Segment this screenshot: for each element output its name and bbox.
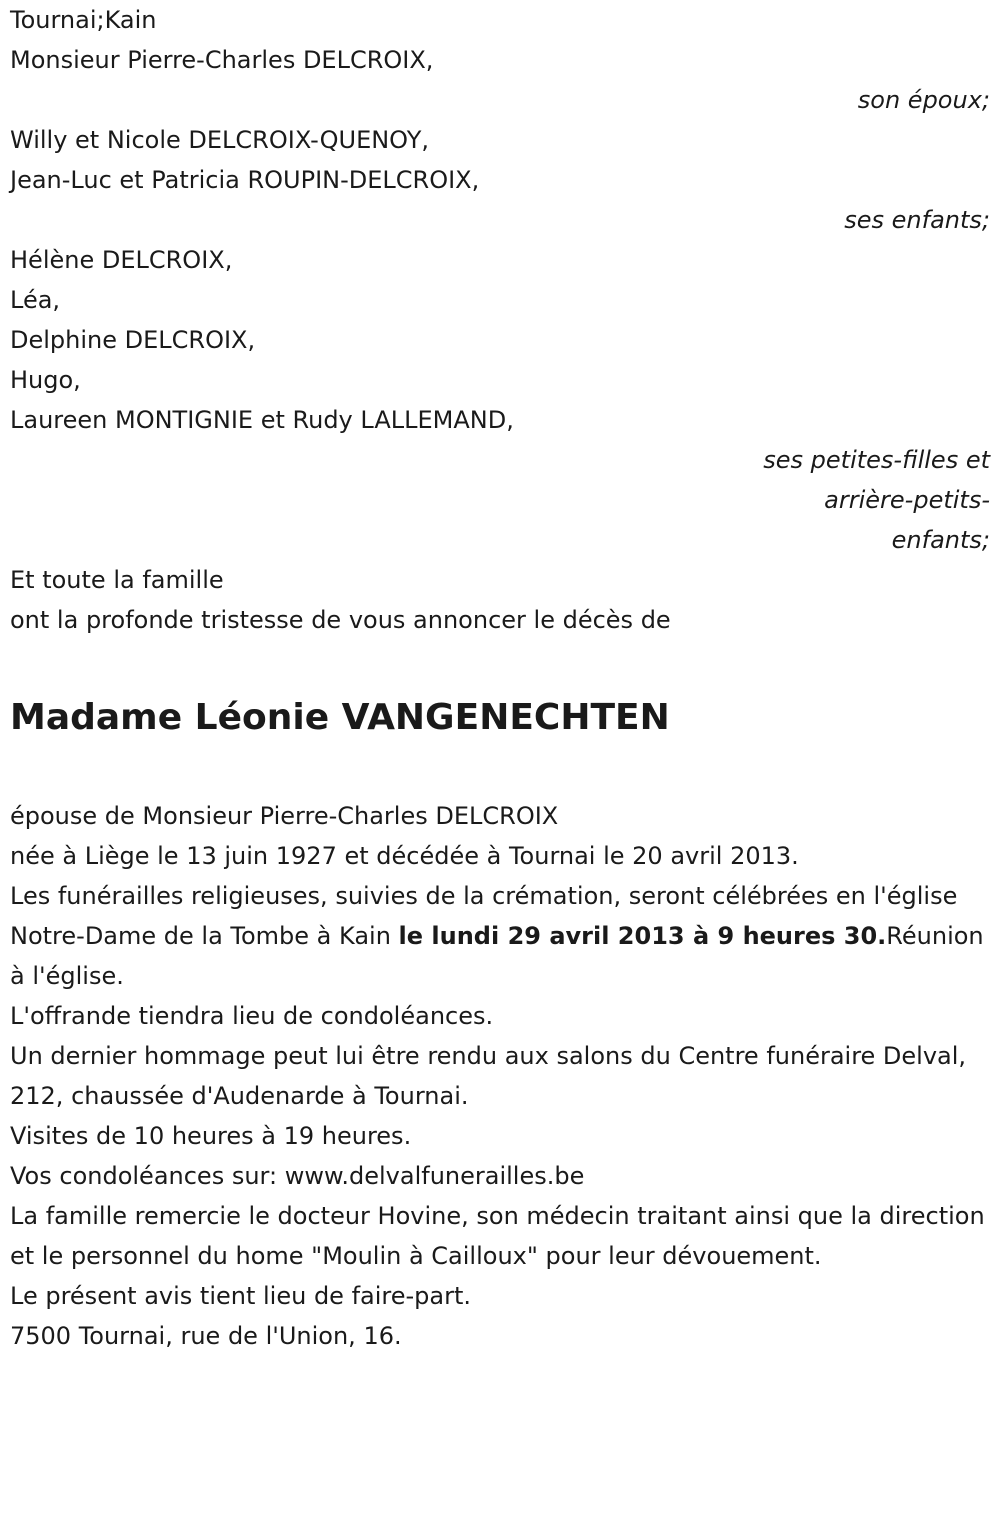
funeral-info (10, 876, 990, 996)
locality: Tournai;Kain (10, 6, 157, 34)
birth-death: née à Liège le 13 juin 1927 et décédée à Tournai le 20 avril 2013. (10, 842, 799, 870)
funeral-text: Les funérailles religieuses, suivies de la crémation, seront célébrées en l'église Notre-Dame de la Tombe à Kain (10, 882, 958, 950)
grandchildren-role-line: enfants; (891, 526, 990, 554)
grandchild-name: Laureen MONTIGNIE et Rudy LALLEMAND, (10, 406, 514, 434)
spouse-role: son époux; (857, 86, 990, 114)
faire-part: Le présent avis tient lieu de faire-part. (10, 1282, 472, 1310)
death-notice (10, 0, 990, 1356)
deceased-name: Madame Léonie VANGENECHTEN (10, 697, 670, 738)
grandchild-name: Léa, (10, 286, 61, 314)
grandchild-name: Delphine DELCROIX, (10, 326, 256, 354)
child-name: Jean-Luc et Patricia ROUPIN-DELCROIX, (10, 166, 480, 194)
grandchildren-role-line: arrière-petits- (824, 486, 990, 514)
condolences: Vos condoléances sur: www.delvalfunerailles.be (10, 1162, 585, 1190)
announcement: ont la profonde tristesse de vous annoncer le décès de (10, 606, 671, 634)
children-role: ses enfants; (844, 206, 990, 234)
extended-family: Et toute la famille (10, 566, 224, 594)
grandchildren-role-line: ses petites-filles et (763, 446, 990, 474)
grandchild-name: Hugo, (10, 366, 81, 394)
funeral-meeting: Réunion à l'église. (10, 922, 984, 990)
grandchildren-role (10, 440, 990, 560)
spouse-of: épouse de Monsieur Pierre-Charles DELCROIX (10, 802, 559, 830)
offering: L'offrande tiendra lieu de condoléances. (10, 1002, 494, 1030)
funeral-date: le lundi 29 avril 2013 à 9 heures 30. (398, 922, 887, 950)
address: 7500 Tournai, rue de l'Union, 16. (10, 1322, 402, 1350)
child-name: Willy et Nicole DELCROIX-QUENOY, (10, 126, 430, 154)
visits: Visites de 10 heures à 19 heures. (10, 1122, 412, 1150)
tribute: Un dernier hommage peut lui être rendu aux salons du Centre funéraire Delval, 212, chaussée d'Audenarde à Tournai. (10, 1042, 967, 1110)
spouse-name: Monsieur Pierre-Charles DELCROIX, (10, 46, 434, 74)
grandchild-name: Hélène DELCROIX, (10, 246, 233, 274)
thanks: La famille remercie le docteur Hovine, son médecin traitant ainsi que la direction et le personnel du home "Moulin à Cailloux" pour leur dévouement. (10, 1202, 985, 1270)
